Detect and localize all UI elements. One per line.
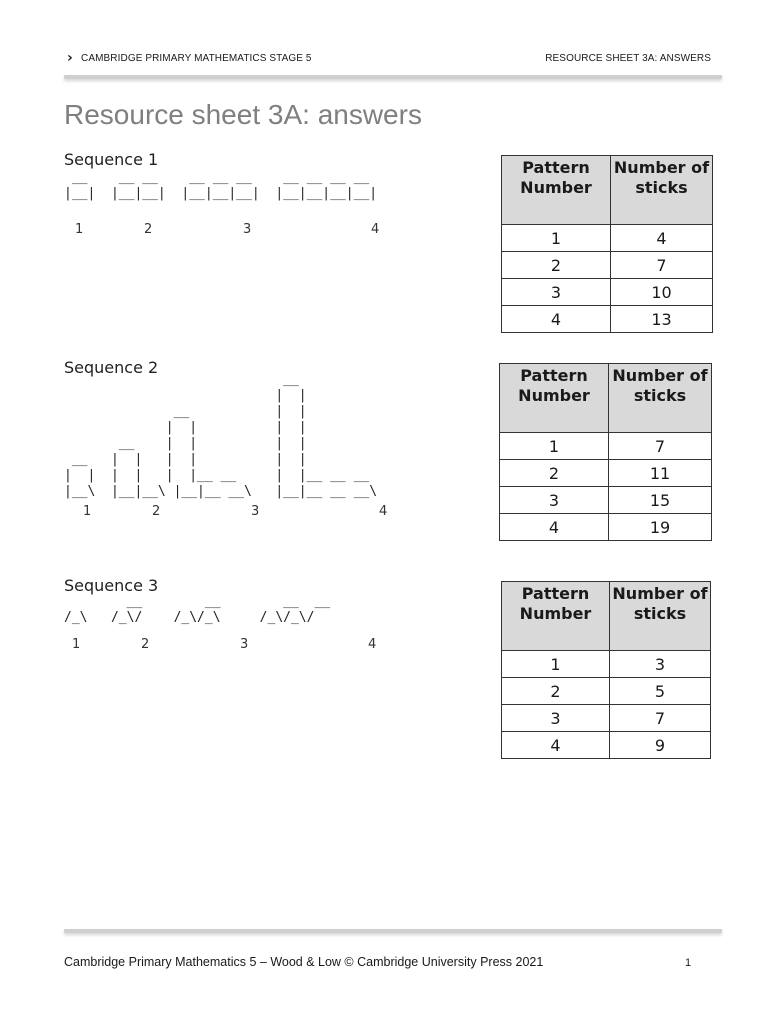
table-cell: 1 [502,225,611,252]
table-header: Pattern Number [502,156,611,225]
table-cell: 1 [502,651,610,678]
table-header: Pattern Number [502,582,610,651]
table-row [502,252,713,279]
sequence-1-pattern-number: 4 [371,222,380,237]
table-header: Number of sticks [609,364,712,433]
table-cell: 3 [502,279,611,306]
sequence-1-table [501,155,713,333]
table-cell: 2 [500,460,609,487]
table-cell: 7 [611,252,713,279]
table-cell: 10 [611,279,713,306]
table-row [500,487,712,514]
table-row [502,705,711,732]
sequence-1-pattern-number: 1 [75,222,84,237]
sequence-2-pattern-number: 1 [83,504,92,519]
table-row [500,433,712,460]
sequence-2-label: Sequence 2 [64,358,159,377]
table-cell: 15 [609,487,712,514]
header-right-text: RESOURCE SHEET 3A: ANSWERS [545,53,711,64]
sequence-2-pattern-number: 2 [152,504,161,519]
table-header: Number of sticks [611,156,713,225]
table-cell: 3 [500,487,609,514]
table-cell: 9 [610,732,711,759]
table-cell: 1 [500,433,609,460]
table-row [502,678,711,705]
table-cell: 3 [502,705,610,732]
sequence-3-pattern-number: 4 [368,637,377,652]
sequence-1-label: Sequence 1 [64,150,159,169]
table-row [502,732,711,759]
sequence-1-pattern-number: 2 [144,222,153,237]
table-row [502,279,713,306]
header-rule [64,75,722,79]
table-cell: 4 [611,225,713,252]
table-row [500,460,712,487]
sequence-1-pattern-number: 3 [243,222,252,237]
table-cell: 5 [610,678,711,705]
header [64,50,722,68]
table-row [500,514,712,541]
footer-copyright: Cambridge Primary Mathematics 5 – Wood & Low © Cambridge University Press 2021 [64,955,544,969]
sequence-3-pattern-number: 1 [72,637,81,652]
table-cell: 7 [609,433,712,460]
sequence-2-pattern-number: 4 [379,504,388,519]
sequence-3-pattern-art: __ __ __ __ /_\ /_\/ /_\/_\ /_\/_\/ [64,594,331,625]
table-cell: 2 [502,678,610,705]
table-cell: 2 [502,252,611,279]
sequence-1-pattern-art: __ __ __ __ __ __ __ __ __ __ |__| |__|__| |__|__|__| |__|__|__|__| [64,170,378,201]
table-cell: 4 [502,732,610,759]
table-cell: 7 [610,705,711,732]
sequence-3-label: Sequence 3 [64,576,159,595]
table-header: Number of sticks [610,582,711,651]
table-row [502,651,711,678]
page-title: Resource sheet 3A: answers [64,99,422,130]
sequence-2-pattern-art: __ | | __ | | | | | | __ | | | | __ | | | | | | | | | | | |__ __ | |__ __ __ |__\ |__|__\ |__|__ __\ |__|__ __ __\ [64,372,378,499]
sequence-3-pattern-number: 3 [240,637,249,652]
table-cell: 19 [609,514,712,541]
footer-rule [64,929,722,933]
sequence-3-table [501,581,711,759]
table-cell: 11 [609,460,712,487]
sequence-2-pattern-number: 3 [251,504,260,519]
chevron-right-icon: › [67,50,73,66]
sequence-2-table [499,363,712,541]
page-number: 1 [685,957,692,969]
table-header: Pattern Number [500,364,609,433]
table-cell: 4 [500,514,609,541]
table-cell: 3 [610,651,711,678]
sequence-3-pattern-number: 2 [141,637,150,652]
header-left-text: CAMBRIDGE PRIMARY MATHEMATICS STAGE 5 [81,53,312,64]
table-cell: 13 [611,306,713,333]
table-row [502,306,713,333]
table-cell: 4 [502,306,611,333]
table-row [502,225,713,252]
